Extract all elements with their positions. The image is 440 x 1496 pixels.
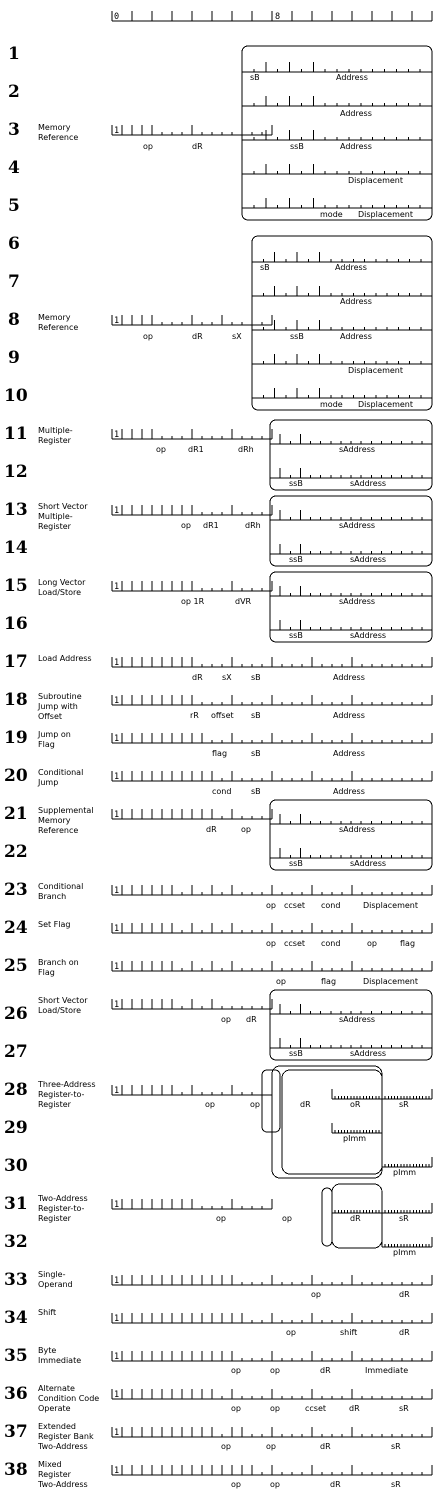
row-label: Multiple-Register — [38, 426, 73, 445]
row-number: 10 — [4, 386, 28, 406]
field-label-address: Address — [340, 297, 372, 306]
row-number: 30 — [4, 1156, 28, 1176]
field-label: Displacement — [363, 901, 418, 910]
field-label: sX — [222, 673, 232, 682]
field-label-pImm: pImm — [343, 1134, 367, 1143]
row-number: 13 — [4, 500, 28, 520]
field-label: sX — [232, 332, 242, 341]
field-label-sAddress: sAddress — [350, 859, 387, 868]
field-label-ssB: ssB — [289, 479, 303, 488]
field-label-ssB: ssB — [289, 1049, 303, 1058]
field-label: op — [181, 521, 191, 530]
row-number: 28 — [4, 1080, 28, 1100]
row-label: Supplemental Memory Reference — [38, 806, 94, 835]
row-number: 22 — [4, 842, 28, 862]
row-label: Extended Register Bank Two-Address — [38, 1422, 94, 1451]
field-label: op — [143, 142, 153, 151]
field-label-mode: mode — [320, 210, 343, 219]
word-text — [114, 126, 119, 1476]
word-lines — [112, 11, 432, 1475]
bit-value: 1 — [114, 658, 120, 668]
field-label: rR — [190, 711, 199, 720]
bit-value: 1 — [114, 924, 120, 934]
row-number: 19 — [4, 728, 28, 748]
field-label: op — [266, 939, 276, 948]
row-label: Shift — [38, 1308, 57, 1317]
row-labels — [37, 123, 99, 1489]
field-label: op — [221, 1015, 231, 1024]
bit-value: 1 — [114, 126, 120, 136]
field-label-displacement: Displacement — [348, 366, 403, 375]
bit-value: 1 — [114, 962, 120, 972]
field-label: op — [270, 1404, 280, 1413]
row-number: 15 — [4, 576, 28, 596]
ruler-start-label: 0 — [114, 12, 120, 22]
row-label: Conditional Branch — [38, 882, 84, 901]
field-label-oR: oR — [350, 1100, 361, 1109]
field-label-mode: mode — [320, 400, 343, 409]
bit-value: 1 — [114, 1086, 120, 1096]
field-label: cond — [212, 787, 232, 796]
field-label: cond — [321, 939, 341, 948]
row-number: 38 — [4, 1460, 28, 1480]
field-label-ssB: ssB — [289, 631, 303, 640]
field-label: dRh — [245, 521, 261, 530]
row-number: 23 — [4, 880, 28, 900]
field-label: op — [205, 1100, 215, 1109]
field-label: dR — [330, 1480, 341, 1489]
field-label-sAddress: sAddress — [339, 1015, 376, 1024]
field-label-sAddress: sAddress — [339, 597, 376, 606]
field-label: dVR — [235, 597, 252, 606]
field-label: Address — [333, 673, 365, 682]
row-label: Byte Immediate — [38, 1346, 82, 1365]
row-number: 37 — [4, 1422, 28, 1442]
field-label-ssB: ssB — [290, 332, 304, 341]
row-number: 29 — [4, 1118, 28, 1138]
bit-value: 1 — [114, 430, 120, 440]
row-number: 11 — [4, 424, 28, 444]
field-label: op — [231, 1366, 241, 1375]
field-label: sB — [251, 787, 261, 796]
row-number: 9 — [8, 348, 20, 368]
field-label-sAddress: sAddress — [350, 479, 387, 488]
bit-value: 1 — [114, 1200, 120, 1210]
field-label: op — [270, 1480, 280, 1489]
row-number: 21 — [4, 804, 28, 824]
row-number: 17 — [4, 652, 28, 672]
field-label: op — [286, 1328, 296, 1337]
field-label: op 1R — [181, 597, 205, 606]
field-label-sAddress: sAddress — [339, 825, 376, 834]
row-label: Short Vector Load/Store — [38, 996, 88, 1015]
field-label: op — [266, 1442, 276, 1451]
field-label: op — [231, 1404, 241, 1413]
field-label: sR — [399, 1404, 409, 1413]
field-label: dR — [320, 1442, 331, 1451]
row-label: Set Flag — [38, 920, 71, 929]
bit-value: 1 — [114, 1466, 120, 1476]
field-label: dR — [349, 1404, 360, 1413]
field-label-sR: sR — [399, 1214, 409, 1223]
field-label: Immediate — [365, 1366, 409, 1375]
field-label-sAddress: sAddress — [339, 445, 376, 454]
field-label-dR: dR — [350, 1214, 361, 1223]
field-label-pImm: pImm — [393, 1168, 417, 1177]
field-label: dR — [192, 142, 203, 151]
field-label-address: Address — [340, 142, 372, 151]
row-number: 5 — [8, 196, 20, 216]
row-label: Two-Address Register-to-Register — [38, 1194, 88, 1223]
field-label-sAddress: sAddress — [350, 1049, 387, 1058]
field-label: op — [367, 939, 377, 948]
row-label: Memory Reference — [38, 313, 79, 332]
bit-value: 1 — [114, 316, 120, 326]
field-label: op — [282, 1214, 292, 1223]
row-number: 8 — [8, 310, 20, 330]
row-label: Branch on Flag — [38, 958, 79, 977]
row-number: 2 — [8, 82, 20, 102]
ruler-mid-label: 8 — [275, 12, 281, 22]
row-label: Conditional Jump — [38, 768, 84, 787]
row-number: 14 — [4, 538, 28, 558]
bracket-group — [322, 1188, 332, 1246]
field-label-displacement: Displacement — [348, 176, 403, 185]
field-label: flag — [400, 939, 416, 948]
bit-value: 1 — [114, 1428, 120, 1438]
field-label: dR — [399, 1328, 410, 1337]
field-label: op — [216, 1214, 226, 1223]
row-number: 32 — [4, 1232, 28, 1252]
bit-value: 1 — [114, 1314, 120, 1324]
row-label: Long Vector Load/Store — [38, 578, 86, 597]
row-number: 34 — [4, 1308, 28, 1328]
row-number: 35 — [4, 1346, 28, 1366]
row-number: 3 — [8, 120, 20, 140]
field-label-address: Address — [340, 109, 372, 118]
row-numbers — [4, 44, 28, 1480]
row-number: 20 — [4, 766, 28, 786]
field-label: dR — [399, 1290, 410, 1299]
bit-value: 1 — [114, 772, 120, 782]
field-label: shift — [340, 1328, 358, 1337]
field-label-sB: sB — [250, 73, 260, 82]
bit-value: 1 — [114, 696, 120, 706]
row-number: 25 — [4, 956, 28, 976]
row-number: 16 — [4, 614, 28, 634]
field-label: sB — [251, 749, 261, 758]
bit-value: 1 — [114, 810, 120, 820]
row-number: 33 — [4, 1270, 28, 1290]
row-number: 18 — [4, 690, 28, 710]
row-label: Short Vector Multiple-Register — [38, 502, 88, 531]
field-label-ssB: ssB — [289, 555, 303, 564]
row-label: Mixed Register Two-Address — [38, 1460, 88, 1489]
row-label: Three-Address Register-to-Register — [38, 1080, 96, 1109]
field-label-ssB: ssB — [289, 859, 303, 868]
row-label: Load Address — [38, 654, 92, 663]
field-label: dR — [192, 332, 203, 341]
row-number: 7 — [8, 272, 20, 292]
row-number: 36 — [4, 1384, 28, 1404]
field-label-ssB: ssB — [290, 142, 304, 151]
field-label: ccset — [284, 939, 306, 948]
bit-value: 1 — [114, 1000, 120, 1010]
row-label: Alternate Condition Code Operate — [38, 1384, 100, 1413]
row-number: 1 — [8, 44, 20, 64]
field-label: cond — [321, 901, 341, 910]
row-number: 26 — [4, 1004, 28, 1024]
field-label: Displacement — [363, 977, 418, 986]
bit-value: 1 — [114, 1390, 120, 1400]
field-label-sAddress: sAddress — [350, 555, 387, 564]
field-label: op — [276, 977, 286, 986]
row-label: Memory Reference — [38, 123, 79, 142]
field-label: flag — [212, 749, 228, 758]
field-label: sR — [391, 1442, 401, 1451]
field-label-sB: sB — [260, 263, 270, 272]
field-label-address: Address — [340, 332, 372, 341]
field-label: ccset — [284, 901, 306, 910]
field-label: ccset — [305, 1404, 327, 1413]
field-label-sR: sR — [399, 1100, 409, 1109]
field-label-dR: dR — [300, 1100, 311, 1109]
field-label: Address — [333, 711, 365, 720]
field-label-displacement: Displacement — [358, 400, 413, 409]
bit-value: 1 — [114, 1352, 120, 1362]
row-number: 24 — [4, 918, 28, 938]
field-label: dR — [192, 673, 203, 682]
field-label: op — [143, 332, 153, 341]
field-label: Address — [333, 749, 365, 758]
field-label: dR — [246, 1015, 257, 1024]
bracket-group — [262, 1070, 280, 1132]
field-label: Address — [333, 787, 365, 796]
field-label: op — [266, 901, 276, 910]
bit-value: 1 — [114, 1276, 120, 1286]
bit-value: 1 — [114, 734, 120, 744]
field-label: offset — [211, 711, 234, 720]
field-label: dRh — [238, 445, 254, 454]
field-label-address: Address — [335, 263, 367, 272]
row-number: 4 — [8, 158, 20, 178]
bracket-group — [272, 1066, 382, 1178]
row-number: 12 — [4, 462, 28, 482]
field-label: op — [250, 1100, 260, 1109]
field-label: op — [156, 445, 166, 454]
bracket-group — [282, 1070, 382, 1174]
field-label: op — [231, 1480, 241, 1489]
bit-value: 1 — [114, 886, 120, 896]
field-label: op — [311, 1290, 321, 1299]
field-label-displacement: Displacement — [358, 210, 413, 219]
bit-value: 1 — [114, 582, 120, 592]
field-label: dR1 — [188, 445, 204, 454]
field-label: sB — [251, 711, 261, 720]
row-label: Subroutine Jump with Offset — [38, 692, 82, 721]
row-number: 31 — [4, 1194, 28, 1214]
field-label: flag — [321, 977, 337, 986]
field-label: sB — [251, 673, 261, 682]
row-label: Jump on Flag — [38, 730, 71, 749]
field-label: dR — [206, 825, 217, 834]
field-label: dR — [320, 1366, 331, 1375]
field-label-pImm: pImm — [393, 1248, 417, 1257]
field-label: op — [241, 825, 251, 834]
row-number: 27 — [4, 1042, 28, 1062]
field-label-address: Address — [336, 73, 368, 82]
field-label: op — [270, 1366, 280, 1375]
row-label: Single-Operand — [38, 1270, 73, 1289]
bit-value: 1 — [114, 506, 120, 516]
field-label: sR — [391, 1480, 401, 1489]
field-label: dR1 — [203, 521, 219, 530]
row-number: 6 — [8, 234, 20, 254]
field-label-sAddress: sAddress — [350, 631, 387, 640]
field-label-sAddress: sAddress — [339, 521, 376, 530]
field-label: op — [221, 1442, 231, 1451]
